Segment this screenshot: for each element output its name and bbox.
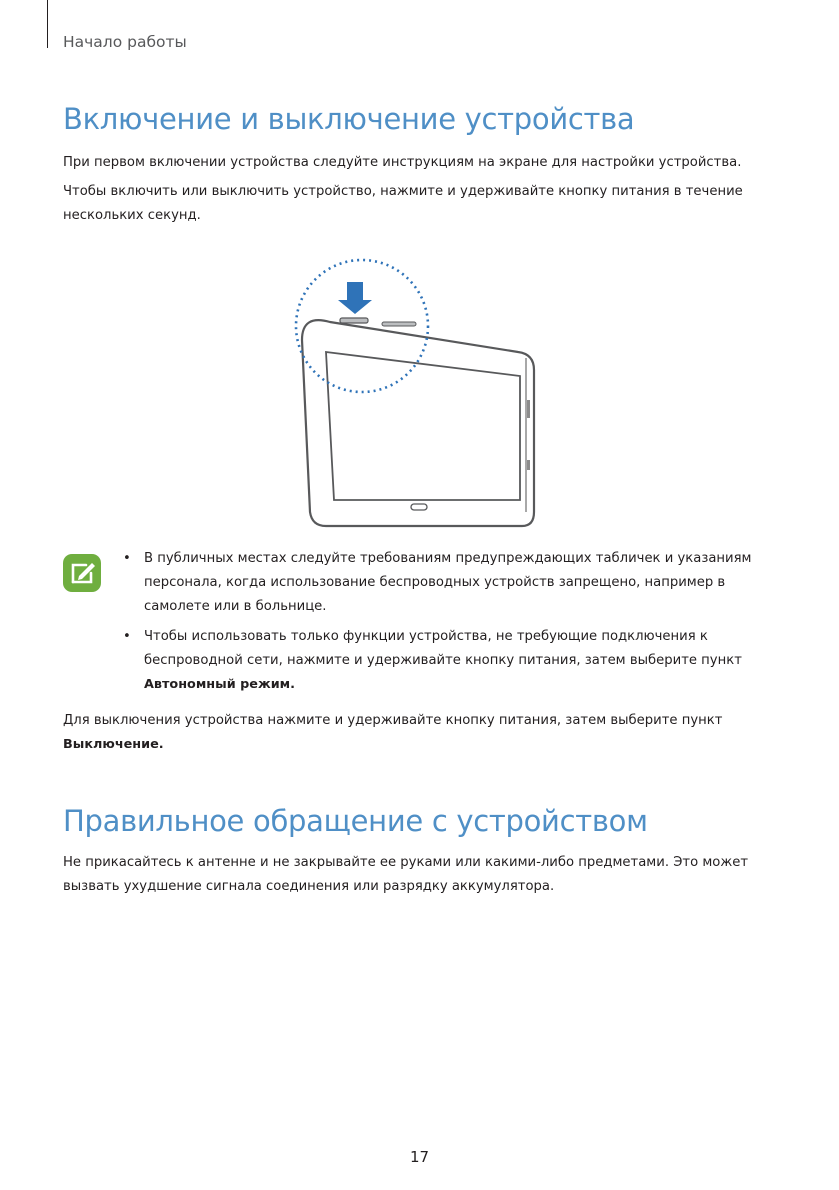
power-key: [340, 318, 368, 323]
note-item: [121, 625, 761, 697]
notes-list: [121, 547, 761, 703]
press-arrow-icon: [338, 282, 372, 314]
side-key: [527, 400, 530, 418]
ui-term-airplane-mode: Автономный режим: [144, 677, 291, 692]
note-text: Чтобы использовать только функции устройства, не требующие подключения к беспроводной сети, нажмите и удерживайте кнопку питания, затем выберите пункт: [144, 629, 742, 668]
paragraph-power-off: [63, 709, 763, 757]
note-item: [121, 547, 761, 619]
heading-proper-handling: Правильное обращение с устройством: [63, 804, 648, 838]
heading-power-on-off: Включение и выключение устройства: [63, 102, 635, 136]
tablet-screen: [326, 352, 520, 500]
paragraph-first-start: При первом включении устройства следуйте инструкциям на экране для настройки устройства.: [63, 155, 742, 170]
page-number: 17: [409, 1148, 430, 1166]
bullet: •: [123, 629, 131, 644]
side-key: [527, 460, 530, 470]
volume-key: [382, 322, 416, 326]
note-text: В публичных местах следуйте требованиям предупреждающих табличек и указаниям персонала, когда использование беспроводных устройств запрещено, например в самолете или в больнице.: [144, 551, 752, 614]
paragraph-power-button: Чтобы включить или выключить устройство, нажмите и удерживайте кнопку питания в течение нескольких секунд.: [63, 184, 743, 223]
note-icon: [62, 553, 102, 593]
section-label: Начало работы: [63, 33, 187, 51]
header-rule: [47, 0, 48, 48]
term-period: .: [158, 737, 164, 752]
power-off-text: Для выключения устройства нажмите и удерживайте кнопку питания, затем выберите пункт: [63, 713, 723, 728]
paragraph-antenna: Не прикасайтесь к антенне и не закрывайте ее руками или какими-либо предметами. Это может вызвать ухудшение сигнала соединения или разрядку аккумулятора.: [63, 855, 749, 894]
bullet: •: [123, 551, 131, 566]
ui-term-power-off: Выключение: [63, 737, 159, 752]
term-period: .: [290, 677, 296, 692]
tablet-power-illustration: [286, 250, 542, 530]
